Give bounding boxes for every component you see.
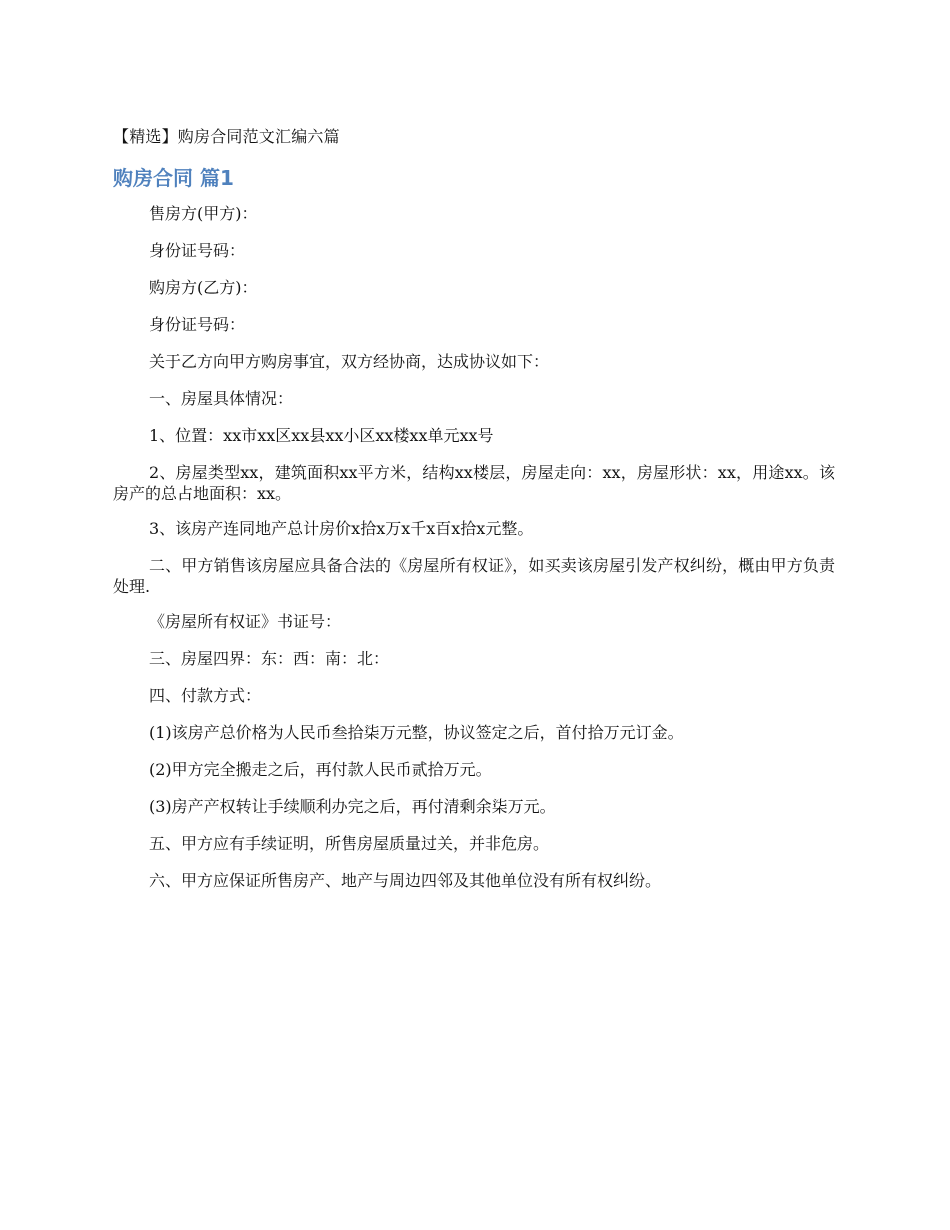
clause-2-paragraph: 二、甲方销售该房屋应具备合法的《房屋所有权证》，如买卖该房屋引发产权纠纷，概由甲方负责处理. xyxy=(113,556,835,596)
buyer-line: 购房方(乙方)： xyxy=(149,278,258,297)
clause-1-item-3: 3、该房产连同地产总计房价x拾x万x千x百x拾x元整。 xyxy=(149,519,534,538)
clause-5-paragraph: 五、甲方应有手续证明，所售房屋质量过关，并非危房。 xyxy=(149,834,550,853)
seller-id-line: 身份证号码： xyxy=(149,241,246,260)
payment-item-1: (1)该房产总价格为人民币叁拾柒万元整，协议签定之后，首付拾万元订金。 xyxy=(149,723,684,742)
section-heading: 购房合同 篇1 xyxy=(113,166,234,190)
preamble-paragraph: 关于乙方向甲方购房事宜，双方经协商，达成协议如下： xyxy=(149,352,550,371)
clause-3-paragraph: 三、房屋四界：东：西：南：北： xyxy=(149,649,390,668)
payment-item-2: (2)甲方完全搬走之后，再付款人民币贰拾万元。 xyxy=(149,760,492,779)
clause-1-item-2: 2、房屋类型xx，建筑面积xx平方米，结构xx楼层，房屋走向：xx，房屋形状：xx，用途xx。该房产的总占地面积：xx。 xyxy=(113,463,835,503)
seller-line: 售房方(甲方)： xyxy=(149,204,258,223)
clause-1-item-1: 1、位置：xx市xx区xx县xx小区xx楼xx单元xx号 xyxy=(149,426,494,445)
payment-item-3: (3)房产产权转让手续顺利办完之后，再付清剩余柒万元。 xyxy=(149,797,556,816)
buyer-id-line: 身份证号码： xyxy=(149,315,246,334)
clause-6-paragraph: 六、甲方应保证所售房产、地产与周边四邻及其他单位没有所有权纠纷。 xyxy=(149,871,662,890)
clause-4-heading: 四、付款方式： xyxy=(149,686,262,705)
document-title: 【精选】购房合同范文汇编六篇 xyxy=(113,127,340,146)
clause-1-heading: 一、房屋具体情况： xyxy=(149,389,294,408)
document-body xyxy=(113,203,835,907)
certificate-number-line: 《房屋所有权证》书证号： xyxy=(149,612,342,631)
